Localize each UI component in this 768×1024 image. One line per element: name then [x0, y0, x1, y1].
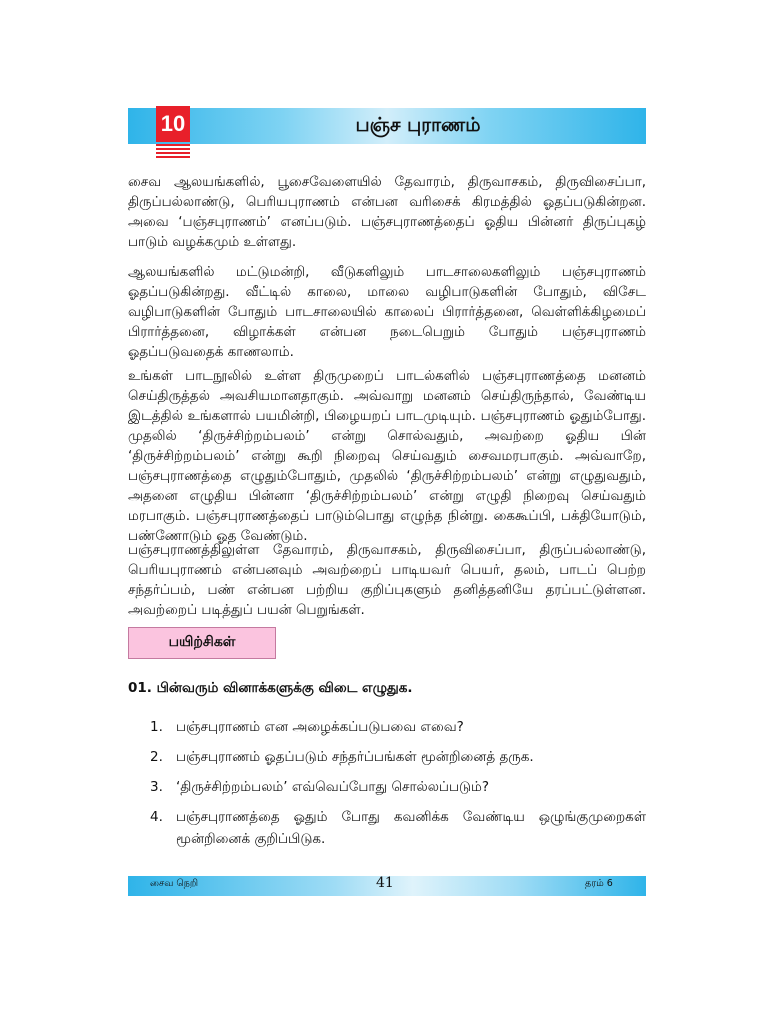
- page-number: 41: [376, 875, 394, 891]
- question-text: பஞ்சபுராணம் என அழைக்கப்படுபவை எவை?: [176, 719, 464, 735]
- chapter-title: பஞ்ச புராணம்: [355, 113, 481, 136]
- body-paragraph-4: பஞ்சபுராணத்திலுள்ள தேவாரம், திருவாசகம், திருவிசைப்பா, திருப்பல்லாண்டு, பெரியபுராணம் என்பனவும் அவற்றைப் பாடியவர் பெயர், தலம், பாடப் பெற்ற சந்தர்ப்பம், பண் என்பன பற்றிய குறிப்புகளும் தனித்தனியே தரப்பட்டுள்ளன. அவற்றைப் படித்துப் பயன் பெறுங்கள்.: [128, 542, 646, 618]
- footer-subject: சைவ நெறி: [150, 878, 199, 889]
- question-item: [150, 716, 646, 738]
- body-paragraph-2: ஆலயங்களில் மட்டுமன்றி, வீடுகளிலும் பாடசாலைகளிலும் பஞ்சபுராணம் ஓதப்படுகின்றது. வீட்டில் காலை, மாலை வழிபாடுகளின் போதும், விசேட வழிபாடுகளின் போதும் பாடசாலையில் காலைப் பிரார்த்தனை, வெள்ளிக்கிழமைப் பிரார்த்தனை, விழாக்கள் என்பன நடைபெறும் போதும் பஞ்சபுராணம் ஓதப்படுவதைக் காணலாம்.: [128, 264, 646, 360]
- chapter-number-decoration: [156, 144, 190, 158]
- question-heading: 01. பின்வரும் வினாக்களுக்கு விடை எழுதுக.: [128, 680, 413, 696]
- exercises-badge: பயிற்சிகள்: [128, 627, 276, 659]
- question-number: 4.: [150, 809, 163, 825]
- question-item: [150, 806, 646, 850]
- body-paragraph-3: உங்கள் பாடநூலில் உள்ள திருமுறைப் பாடல்களில் பஞ்சபுராணத்தை மனனம் செய்திருத்தல் அவசியமானதாகும். அவ்வாறு மனனம் செய்திருந்தால், வேண்டிய இடத்தில் உங்களால் பயமின்றி, பிழையறப் பாடமுடியும். பஞ்சபுராணம் ஓதும்போது. முதலில் ‘திருச்சிற்றம்பலம்’ என்று சொல்வதும், அவற்றை ஓதிய பின் ‘திருச்சிற்றம்பலம்’ என்று கூறி நிறைவு செய்வதும் சைவமரபாகும். அவ்வாறே, பஞ்சபுராணத்தை எழுதும்போதும், முதலில் ‘திருச்சிற்றம்பலம்’ என்று எழுதுவதும், அதனை எழுதிய பின்னா ‘திருச்சிற்றம்பலம்’ என்று எழுதி நிறைவு செய்வதும் மரபாகும். பஞ்சபுராணத்தைப் பாடும்பொது எழுந்த நின்று. கைகூப்பி, பக்தியோடும், பண்ணோடும் ஓத வேண்டும்.: [128, 368, 646, 544]
- question-number: 1.: [150, 719, 163, 735]
- question-text: ‘திருச்சிற்றம்பலம்’ எவ்வெப்போது சொல்லப்படும்?: [176, 779, 490, 795]
- chapter-number: 10: [156, 106, 190, 142]
- question-item: [150, 746, 646, 768]
- body-paragraph-1: சைவ ஆலயங்களில், பூசைவேளையில் தேவாரம், திருவாசகம், திருவிசைப்பா, திருப்பல்லாண்டு, பெரியபுராணம் என்பன வரிசைக் கிரமத்தில் ஓதப்படுகின்றன. அவை ‘பஞ்சபுராணம்’ எனப்படும். பஞ்சபுராணத்தைப் ஓதிய பின்னர் திருப்புகழ் பாடும் வழக்கமும் உள்ளது.: [128, 174, 646, 250]
- question-text: பஞ்சபுராணம் ஓதப்படும் சந்தர்ப்பங்கள் மூன்றினைத் தருக.: [176, 749, 534, 765]
- question-number: 3.: [150, 779, 163, 795]
- question-text: பஞ்சபுராணத்தை ஓதும் போது கவனிக்க வேண்டிய ஒழுங்குமுறைகள் மூன்றினைக் குறிப்பிடுக.: [176, 809, 646, 847]
- footer-grade: தரம் 6: [585, 878, 613, 889]
- question-item: [150, 776, 646, 798]
- question-list: [150, 716, 646, 858]
- question-number: 2.: [150, 749, 163, 765]
